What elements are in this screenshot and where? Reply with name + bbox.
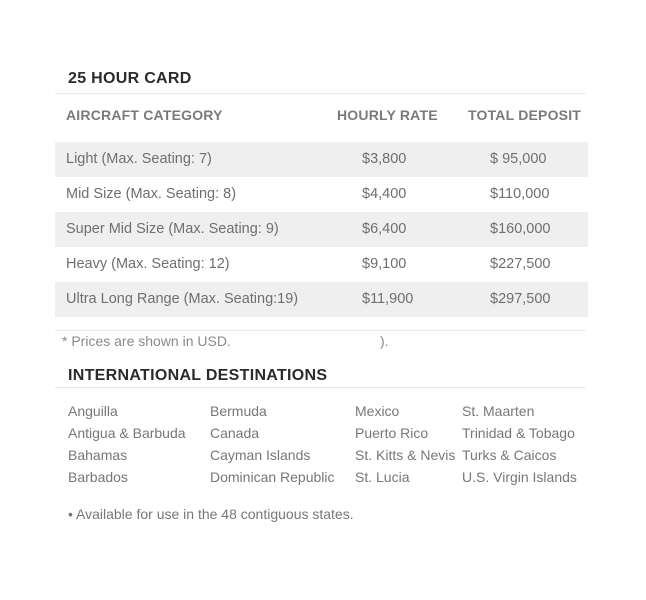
list-item: St. Kitts & Nevis (355, 447, 456, 463)
row-rate: $6,400 (362, 221, 407, 237)
table-row (55, 282, 588, 317)
international-title: INTERNATIONAL DESTINATIONS (68, 367, 328, 384)
list-item: U.S. Virgin Islands (462, 469, 577, 485)
header-aircraft-category: AIRCRAFT CATEGORY (66, 107, 223, 123)
row-rate: $4,400 (362, 186, 407, 202)
price-note-fragment: ). (380, 333, 389, 349)
list-item: Barbados (68, 469, 128, 485)
destination-column (68, 400, 186, 488)
price-note: * Prices are shown in USD. (62, 333, 231, 349)
row-category: Mid Size (Max. Seating: 8) (66, 186, 237, 202)
list-item: Mexico (355, 403, 400, 419)
list-item: Canada (210, 425, 260, 441)
list-item: Dominican Republic (210, 469, 335, 485)
divider (55, 93, 586, 94)
list-item: Bahamas (68, 447, 128, 463)
availability-footnote: • Available for use in the 48 contiguous states. (68, 506, 354, 522)
header-total-deposit: TOTAL DEPOSIT (468, 107, 582, 123)
row-deposit: $297,500 (490, 291, 551, 307)
row-rate: $9,100 (362, 256, 407, 272)
row-category: Super Mid Size (Max. Seating: 9) (66, 221, 279, 237)
row-deposit: $ 95,000 (490, 151, 547, 167)
row-deposit: $110,000 (490, 186, 550, 202)
row-rate: $3,800 (362, 151, 407, 167)
row-category: Light (Max. Seating: 7) (66, 151, 212, 167)
list-item: Turks & Caicos (462, 447, 557, 463)
header-hourly-rate: HOURLY RATE (337, 107, 438, 123)
table-row (55, 142, 588, 177)
card-title: 25 HOUR CARD (68, 70, 192, 87)
list-item: Puerto Rico (355, 425, 429, 441)
list-item: Anguilla (68, 403, 118, 419)
list-item: Bermuda (210, 403, 267, 419)
table-row (55, 177, 588, 212)
list-item: St. Maarten (462, 403, 535, 419)
destination-column (462, 400, 577, 488)
list-item: St. Lucia (355, 469, 410, 485)
divider (55, 387, 586, 388)
table-row (55, 247, 588, 282)
destination-column (355, 400, 455, 488)
list-item: Antigua & Barbuda (68, 425, 186, 441)
row-deposit: $227,500 (490, 256, 551, 272)
row-category: Heavy (Max. Seating: 12) (66, 256, 230, 272)
row-deposit: $160,000 (490, 221, 551, 237)
list-item: Cayman Islands (210, 447, 311, 463)
list-item: Trinidad & Tobago (462, 425, 575, 441)
table-row (55, 212, 588, 247)
row-category: Ultra Long Range (Max. Seating:19) (66, 291, 299, 307)
row-rate: $11,900 (362, 291, 414, 307)
destination-column (210, 400, 335, 488)
divider (55, 330, 586, 331)
